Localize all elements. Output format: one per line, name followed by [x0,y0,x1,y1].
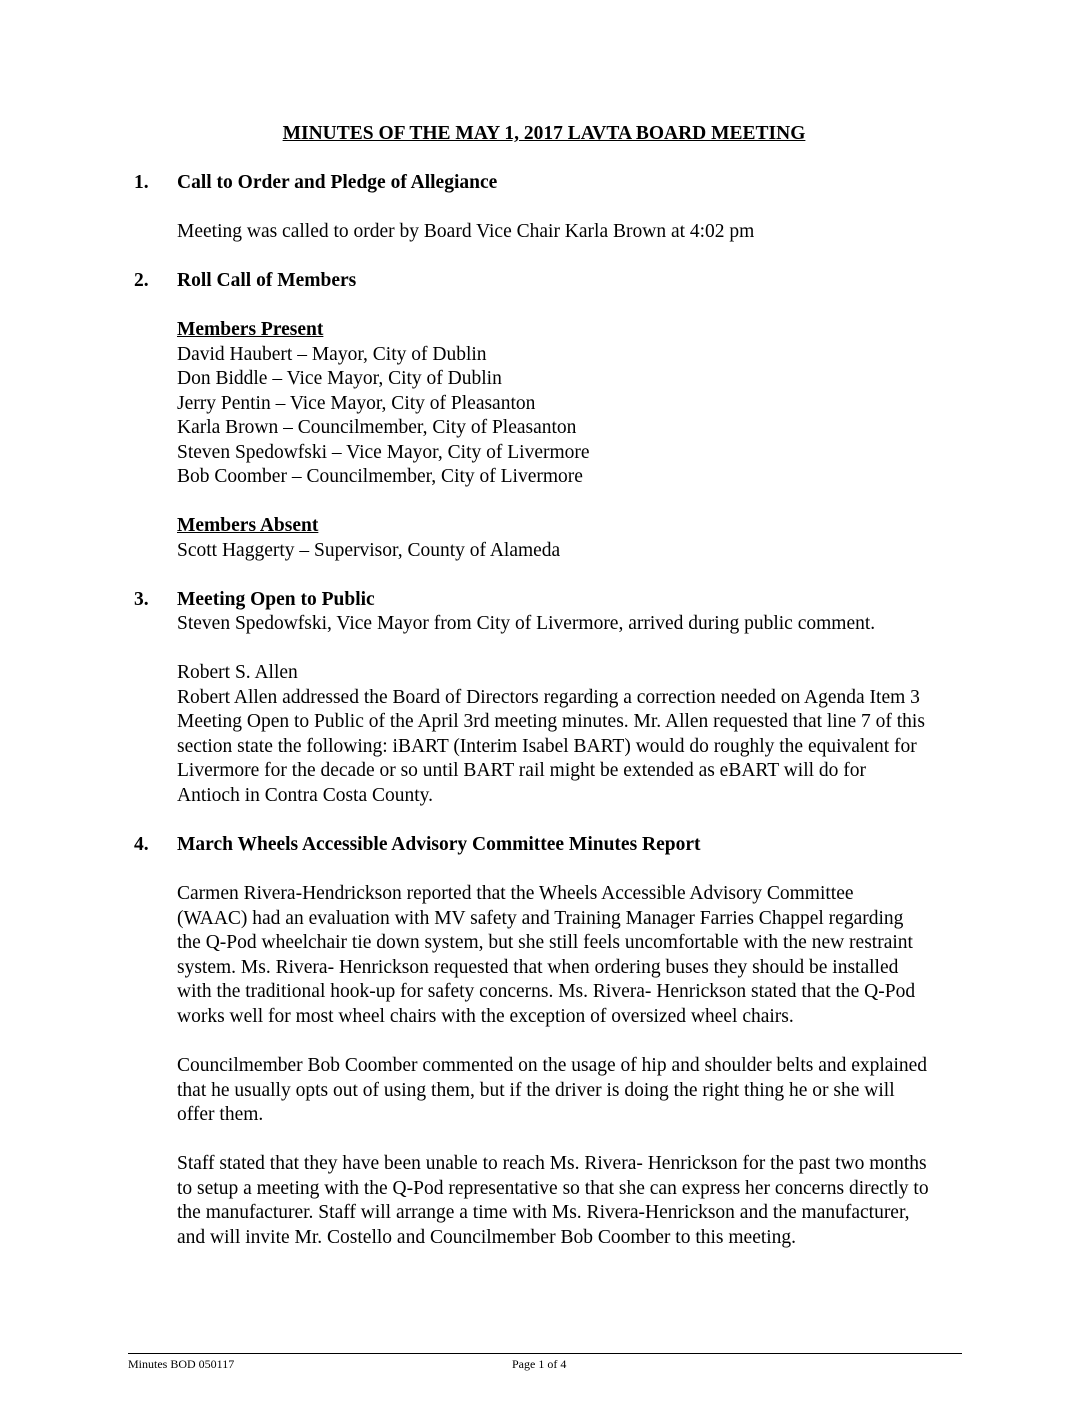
list-item: Bob Coomber – Councilmember, City of Livermore [177,466,583,487]
section-4-paragraph-1 [177,882,1017,1029]
speaker-name: Robert S. Allen [177,662,298,683]
section-title: Roll Call of Members [177,270,357,291]
section-number: 2. [134,270,149,291]
section-number: 1. [134,172,149,193]
section-number: 4. [134,834,149,855]
paragraph-line: to setup a meeting with the Q-Pod representative so that she can express her concerns directly to [177,1177,929,1199]
section-title: Meeting Open to Public [177,589,375,610]
members-absent-list [177,514,1017,563]
footer-page-number: Page 1 of 4 [512,1357,567,1371]
footer-document-id: Minutes BOD 050117 [128,1357,235,1371]
paragraph-line: Meeting Open to Public of the April 3rd meeting minutes. Mr. Allen requested that line 7 of this [177,711,925,732]
paragraph-line: that he usually opts out of using them, but if the driver is doing the right thing he or she will [177,1079,895,1101]
paragraph-line: the manufacturer. Staff will arrange a time with Ms. Rivera-Henrickson and the manufacturer, [177,1202,910,1223]
paragraph-line: the Q-Pod wheelchair tie down system, but she still feels uncomfortable with the new restraint [177,932,913,953]
paragraph-line: works well for most wheel chairs with the exception of oversized wheel chairs. [177,1005,794,1027]
members-present-heading: Members Present [177,319,324,340]
list-item: Jerry Pentin – Vice Mayor, City of Pleasanton [177,392,536,414]
paragraph-line: Councilmember Bob Coomber commented on the usage of hip and shoulder belts and explained [177,1055,928,1076]
list-item: Steven Spedowfski – Vice Mayor, City of Livermore [177,441,590,463]
paragraph-line: Staff stated that they have been unable to reach Ms. Rivera- Henrickson for the past two months [177,1153,927,1174]
paragraph-line: Livermore for the decade or so until BART rail might be extended as eBART will do for [177,760,867,781]
paragraph-line: system. Ms. Rivera- Henrickson requested that when ordering buses they should be installed [177,956,899,978]
section-3-heading [134,588,375,613]
list-item: Karla Brown – Councilmember, City of Pleasanton [177,417,577,438]
list-item: Scott Haggerty – Supervisor, County of Alameda [177,539,561,561]
section-4-paragraph-2 [177,1054,1017,1128]
section-title: March Wheels Accessible Advisory Committee Minutes Report [177,834,701,855]
paragraph-line: Antioch in Contra Costa County. [177,784,434,806]
list-item: Don Biddle – Vice Mayor, City of Dublin [177,368,502,389]
members-absent-heading: Members Absent [177,515,319,536]
paragraph-line: Robert Allen addressed the Board of Directors regarding a correction needed on Agenda Item 3 [177,686,920,708]
paragraph-line: (WAAC) had an evaluation with MV safety and Training Manager Farries Chappel regarding [177,907,904,929]
section-1-heading [134,171,497,196]
public-comment [177,661,1017,808]
section-title: Call to Order and Pledge of Allegiance [177,172,498,193]
paragraph-line: section state the following: iBART (Interim Isabel BART) would do roughly the equivalent for [177,735,917,757]
section-4-heading [134,833,701,858]
section-4-paragraph-3 [177,1152,1017,1250]
call-to-order-text: Meeting was called to order by Board Vice Chair Karla Brown at 4:02 pm [177,221,755,242]
section-2-heading [134,269,356,294]
document-title: MINUTES OF THE MAY 1, 2017 LAVTA BOARD MEETING [282,123,806,144]
section-3-body [177,612,1017,637]
paragraph-line: Carmen Rivera-Hendrickson reported that the Wheels Accessible Advisory Committee [177,883,854,904]
arrival-note: Steven Spedowfski, Vice Mayor from City of Livermore, arrived during public comment. [177,613,876,634]
list-item: David Haubert – Mayor, City of Dublin [177,343,487,365]
section-number: 3. [134,589,149,610]
section-1-body [177,220,1017,245]
paragraph-line: with the traditional hook-up for safety concerns. Ms. Rivera- Henrickson stated that the Q-Pod [177,981,916,1002]
paragraph-line: and will invite Mr. Costello and Councilmember Bob Coomber to this meeting. [177,1226,797,1248]
members-present-list [177,318,1017,490]
footer-divider [128,1353,962,1354]
paragraph-line: offer them. [177,1104,264,1125]
